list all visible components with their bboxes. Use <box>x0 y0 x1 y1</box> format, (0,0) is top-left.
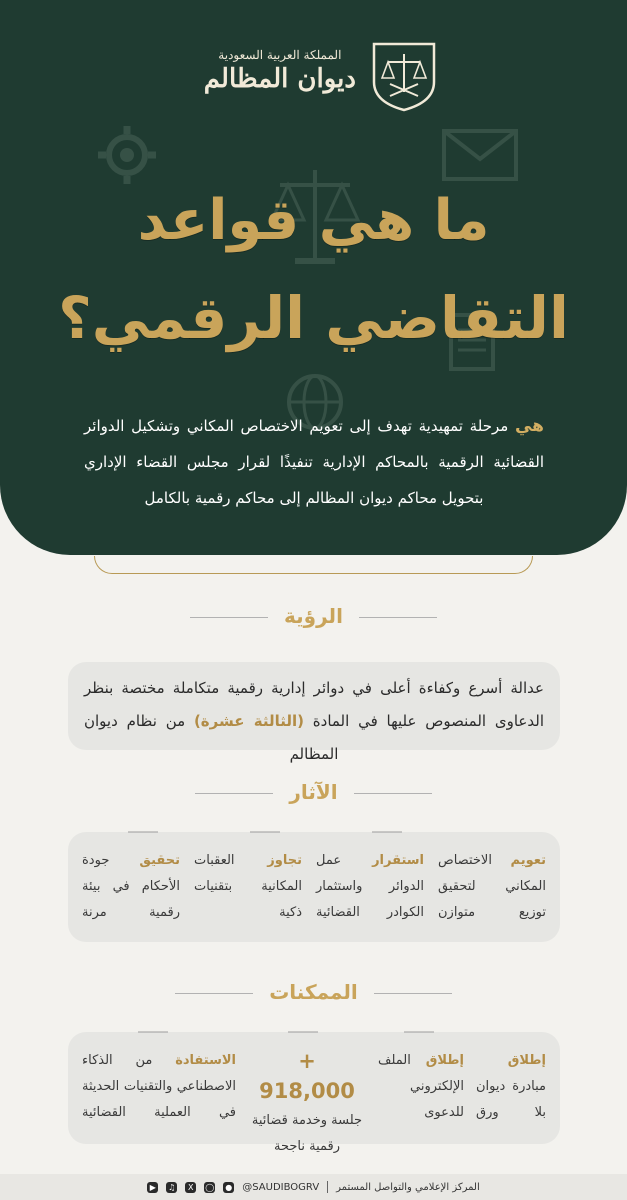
column-dividers <box>68 828 560 836</box>
tiktok-icon[interactable]: ♫ <box>168 1182 176 1192</box>
enabler-item <box>248 1048 366 1160</box>
hero-gold-outline <box>94 556 533 574</box>
impact-text: عمل الدوائر واستثمار الكوادر القضائية <box>316 853 424 920</box>
enabler-key: إطلاق <box>507 1053 546 1068</box>
enabler-key: الاستفادة <box>175 1053 236 1068</box>
divider <box>374 993 452 994</box>
enabler-key: إطلاق <box>425 1053 464 1068</box>
emblem-icon <box>368 38 440 114</box>
main-title-line2: التقاضي الرقمي؟ <box>58 284 569 352</box>
impact-text: جودة الأحكام في بيئة رقمية مرنة <box>82 853 180 920</box>
divider <box>175 993 253 994</box>
brand-logo <box>190 38 440 118</box>
impact-key: استقرار <box>372 853 424 868</box>
divider <box>359 617 437 618</box>
x-icon[interactable]: X <box>185 1182 196 1193</box>
impacts-heading <box>0 780 627 804</box>
vision-text: عدالة أسرع وكفاءة أعلى في دوائر إدارية رقمية متكاملة مختصة بنظر الدعاوى المنصوص عليها في المادة <box>84 679 544 730</box>
impact-key: تحقيق <box>139 853 180 868</box>
enabler-text: مبادرة ديوان بلا ورق <box>476 1079 546 1120</box>
divider <box>195 793 273 794</box>
main-title-line1: ما هي قواعد <box>137 188 490 253</box>
enablers-heading <box>0 980 627 1004</box>
impact-key: تعويم <box>510 853 546 868</box>
impact-text: الاختصاص المكاني لتحقيق توزيع متوازن <box>438 853 546 920</box>
envelope-icon <box>440 125 520 185</box>
youtube-icon[interactable]: ▶ <box>147 1182 158 1193</box>
impacts-heading-text: الآثار <box>289 780 338 804</box>
org-name: ديوان المظالم <box>203 64 356 94</box>
vision-heading <box>0 604 627 628</box>
gear-icon <box>92 120 162 190</box>
hero-section <box>0 0 627 555</box>
footer-center-name: المركز الإعلامي والتواصل المستمر <box>336 1181 480 1193</box>
brand-text <box>204 48 356 94</box>
intro-lead: هي <box>514 416 544 436</box>
column-dividers <box>68 1028 560 1036</box>
enabler-text: الملف الإلكتروني للدعوى <box>378 1053 464 1120</box>
footer-bar <box>0 1174 627 1200</box>
enablers-card <box>68 1032 560 1154</box>
enabler-text: جلسة وخدمة قضائية رقمية ناجحة <box>251 1113 363 1154</box>
vision-card <box>68 662 560 763</box>
impact-item <box>82 848 180 926</box>
vision-highlight: (الثالثة عشرة) <box>193 712 304 730</box>
snapchat-icon[interactable]: ● <box>223 1182 234 1193</box>
impact-key: تجاوز <box>267 853 302 868</box>
intro-text: مرحلة تمهيدية تهدف إلى تعويم الاختصاص المكاني وتشكيل الدوائر القضائية الرقمية بالمحاكم الإدارية تنفيذًا لقرار مجلس القضاء الإداري بتحويل محاكم ديوان المظالم إلى محاكم رقمية بالكامل <box>84 417 544 507</box>
enabler-item <box>476 1048 546 1126</box>
impact-text: العقبات المكانية بتقنيات ذكية <box>194 853 302 920</box>
divider <box>190 617 268 618</box>
intro-paragraph <box>84 408 544 516</box>
impact-item <box>438 848 546 926</box>
enablers-heading-text: الممكنات <box>269 980 358 1004</box>
footer-separator <box>327 1181 328 1193</box>
org-country: المملكة العربية السعودية <box>218 48 342 62</box>
enabler-text: من الذكاء الاصطناعي والتقنيات الحديثة في العملية القضائية <box>82 1053 236 1120</box>
enabler-key: + 918,000 <box>259 1049 355 1103</box>
impacts-card <box>68 832 560 942</box>
impact-item <box>316 848 424 926</box>
impact-item <box>194 848 302 926</box>
divider <box>354 793 432 794</box>
vision-text-end: من نظام ديوان المظالم <box>84 712 339 763</box>
vision-heading-text: الرؤية <box>284 604 343 628</box>
enabler-item <box>378 1048 464 1126</box>
footer-handle[interactable]: @SAUDIBOGRV <box>242 1181 320 1193</box>
instagram-icon[interactable]: ◯ <box>205 1182 215 1192</box>
enabler-item <box>82 1048 236 1126</box>
